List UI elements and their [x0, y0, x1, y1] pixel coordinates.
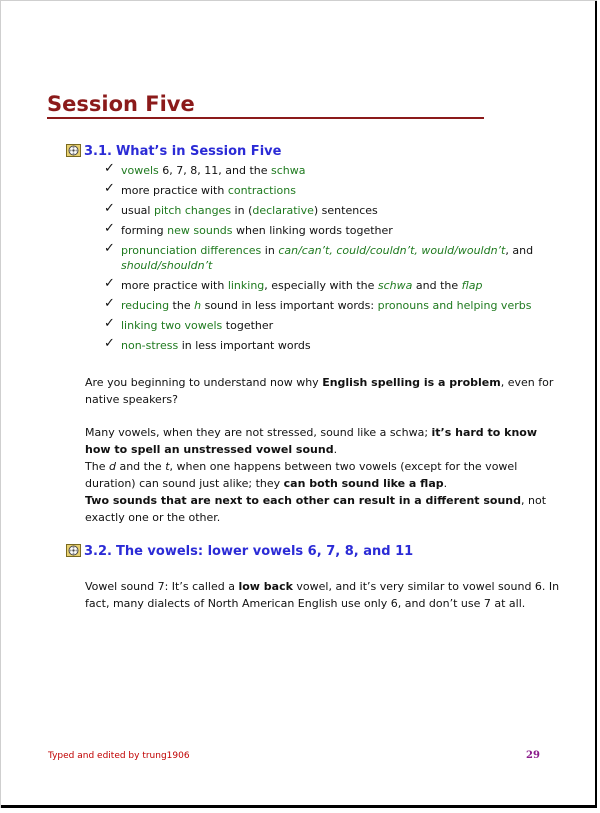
text-run: flap — [461, 279, 483, 292]
list-item — [104, 183, 544, 198]
text-run: sound in less important words: — [201, 299, 378, 312]
title-underline — [47, 117, 484, 119]
text-run: , and — [505, 244, 534, 257]
text-run: new sounds — [167, 224, 233, 237]
text-run: should/shouldn’t — [121, 259, 213, 272]
text-run: more practice with — [121, 279, 228, 292]
text-run: and the — [412, 279, 462, 292]
text-run: low back — [238, 580, 293, 593]
list-item — [104, 278, 544, 293]
text-run: vowel, and it’s very similar to vowel sound 6. In fact, many dialects of North American English use only 6, and don’t use 7 at all. — [85, 580, 560, 610]
text-run: . — [333, 443, 338, 456]
list-item — [104, 163, 544, 178]
film-reel-icon — [66, 144, 81, 157]
text-run: in ( — [231, 204, 253, 217]
checkmark-icon: ✓ — [104, 161, 115, 176]
text-run: d — [108, 460, 116, 473]
paragraph-adjacent-sounds — [85, 492, 565, 526]
topic-list — [104, 163, 544, 358]
text-run: and the — [115, 460, 166, 473]
text-run: Vowel sound 7: It’s called a — [85, 580, 239, 593]
section-number: 3.2. — [84, 544, 112, 559]
list-item — [104, 338, 544, 353]
text-run: ) sentences — [313, 204, 378, 217]
text-run: pronouns and helping verbs — [377, 299, 532, 312]
page-edge-left — [0, 0, 1, 808]
list-item — [104, 318, 544, 333]
text-run: Are you beginning to understand now why — [85, 376, 323, 389]
text-run: , especially with the — [264, 279, 378, 292]
text-run: vowels — [121, 164, 159, 177]
text-run: pitch changes — [153, 204, 232, 217]
text-run: can both sound like a flap — [283, 477, 444, 490]
paragraph-spelling — [85, 374, 565, 408]
checkmark-icon: ✓ — [104, 241, 115, 256]
section-heading-3-1 — [66, 144, 281, 159]
text-run: in — [261, 244, 279, 257]
text-run: forming — [121, 224, 168, 237]
page-number: 29 — [526, 750, 540, 761]
text-run: t — [165, 460, 170, 473]
text-run: , not exactly one or the other. — [85, 494, 547, 524]
text-run: non-stress — [121, 339, 179, 352]
paragraph-vowel-7 — [85, 578, 565, 612]
text-run: The — [85, 460, 109, 473]
text-run: reducing — [121, 299, 170, 312]
text-run: English spelling is a problem — [322, 376, 501, 389]
checkmark-icon: ✓ — [104, 336, 115, 351]
section-heading-3-2 — [66, 544, 413, 559]
text-run: usual — [121, 204, 154, 217]
text-run: . — [443, 477, 448, 490]
checkmark-icon: ✓ — [104, 181, 115, 196]
footer-credit: Typed and edited by trung1906 — [48, 751, 190, 761]
checkmark-icon: ✓ — [104, 316, 115, 331]
checkmark-icon: ✓ — [104, 221, 115, 236]
session-title: Session Five — [47, 92, 195, 116]
list-item — [104, 223, 544, 238]
text-run: linking two vowels — [121, 319, 223, 332]
text-run: declarative — [252, 204, 314, 217]
list-item — [104, 243, 544, 273]
section-title: The vowels: lower vowels 6, 7, 8, and 11 — [115, 544, 414, 559]
text-run: 6, 7, 8, 11, and the — [158, 164, 271, 177]
text-run: more practice with — [121, 184, 228, 197]
text-run: , even for native speakers? — [85, 376, 554, 406]
text-run: it’s hard to know how to spell an unstressed vowel sound — [85, 426, 538, 456]
text-run: schwa — [271, 164, 306, 177]
section-title: What’s in Session Five — [115, 144, 282, 159]
checkmark-icon: ✓ — [104, 276, 115, 291]
film-reel-icon — [66, 544, 81, 557]
text-run: when linking words together — [232, 224, 393, 237]
text-run: the — [169, 299, 195, 312]
checkmark-icon: ✓ — [104, 296, 115, 311]
text-run: contractions — [227, 184, 296, 197]
text-run: h — [194, 299, 202, 312]
checkmark-icon: ✓ — [104, 201, 115, 216]
text-run: , when one happens between two vowels (except for the vowel duration) can sound just alike; they — [85, 460, 518, 490]
text-run: Many vowels, when they are not stressed, sound like a schwa; — [85, 426, 432, 439]
list-item — [104, 203, 544, 218]
text-run: schwa — [377, 279, 413, 292]
text-run: in less important words — [178, 339, 311, 352]
section-number: 3.1. — [84, 144, 112, 159]
text-run: pronunciation differences — [121, 244, 262, 257]
paragraph-schwa — [85, 424, 565, 458]
page-edge-top — [0, 0, 597, 1]
paragraph-flap — [85, 458, 565, 492]
text-run: linking — [227, 279, 265, 292]
text-run: Two sounds that are next to each other can result in a different sound — [85, 494, 522, 507]
text-run: can/can’t, could/couldn’t, would/wouldn’t — [278, 244, 506, 257]
list-item — [104, 298, 544, 313]
text-run: together — [222, 319, 274, 332]
